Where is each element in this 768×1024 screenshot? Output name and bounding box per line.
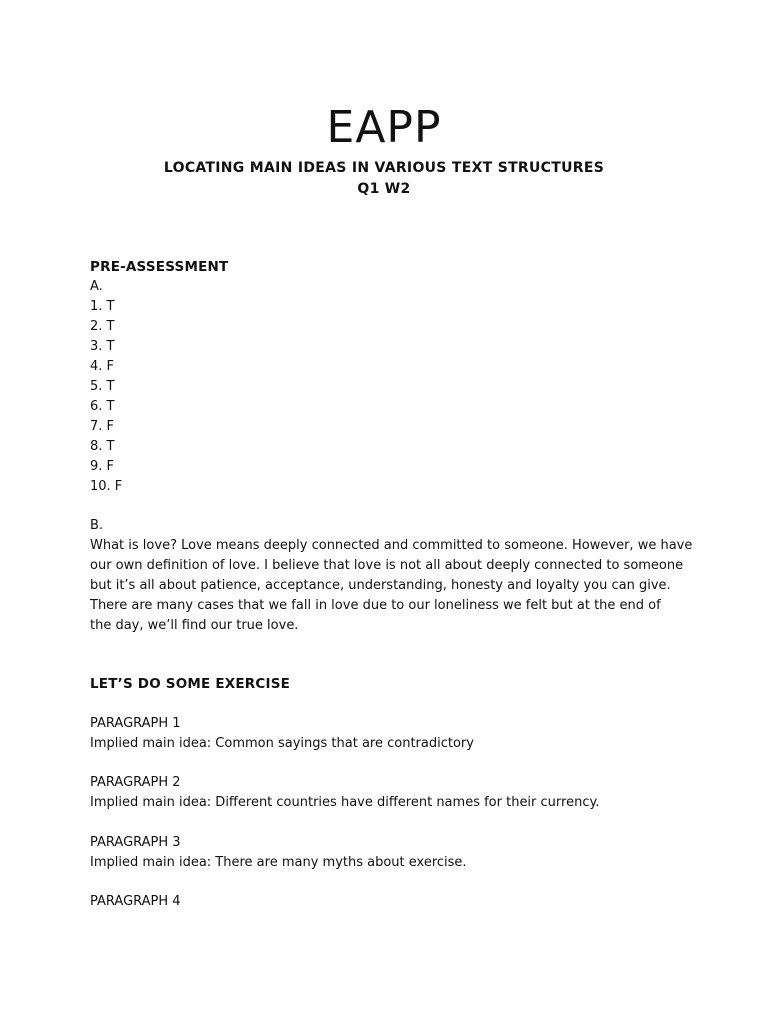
document-subtitle: LOCATING MAIN IDEAS IN VARIOUS TEXT STRUCTURES [163, 160, 605, 176]
answer-item: 5. T [90, 379, 115, 394]
essay-line: but it’s all about patience, acceptance, understanding, honesty and loyalty you can give. [90, 578, 671, 593]
exercise-heading: LET’S DO SOME EXERCISE [90, 676, 291, 692]
answer-item: 6. T [90, 399, 115, 414]
part-b-label: B. [90, 518, 104, 533]
paragraph-label: PARAGRAPH 4 [90, 894, 181, 909]
part-b-essay [90, 536, 693, 636]
document-title: EAPP [326, 102, 442, 153]
answer-item: 8. T [90, 439, 115, 454]
answer-item: 7. F [90, 419, 115, 434]
answer-item: 3. T [90, 339, 115, 354]
answer-item: 9. F [90, 459, 115, 474]
paragraph-main-idea: Implied main idea: Common sayings that are contradictory [90, 736, 474, 751]
part-a-label: A. [90, 279, 103, 294]
answer-item: 1. T [90, 299, 115, 314]
answer-item: 10. F [90, 479, 123, 494]
paragraph-label: PARAGRAPH 2 [90, 775, 181, 790]
answer-list [90, 297, 690, 497]
essay-line: the day, we’ll find our true love. [90, 618, 299, 633]
answer-item: 2. T [90, 319, 115, 334]
paragraph-label: PARAGRAPH 3 [90, 835, 181, 850]
pre-assessment-heading: PRE-ASSESSMENT [90, 259, 229, 275]
answer-item: 4. F [90, 359, 115, 374]
paragraph-main-idea: Implied main idea: Different countries have different names for their currency. [90, 795, 600, 810]
paragraph-label: PARAGRAPH 1 [90, 716, 181, 731]
essay-line: There are many cases that we fall in love due to our loneliness we felt but at the end of [90, 598, 661, 613]
paragraph-main-idea: Implied main idea: There are many myths about exercise. [90, 855, 467, 870]
essay-line: What is love? Love means deeply connected and committed to someone. However, we have [90, 538, 693, 553]
document-week-label: Q1 W2 [357, 181, 411, 197]
essay-line: our own definition of love. I believe that love is not all about deeply connected to someone [90, 558, 684, 573]
